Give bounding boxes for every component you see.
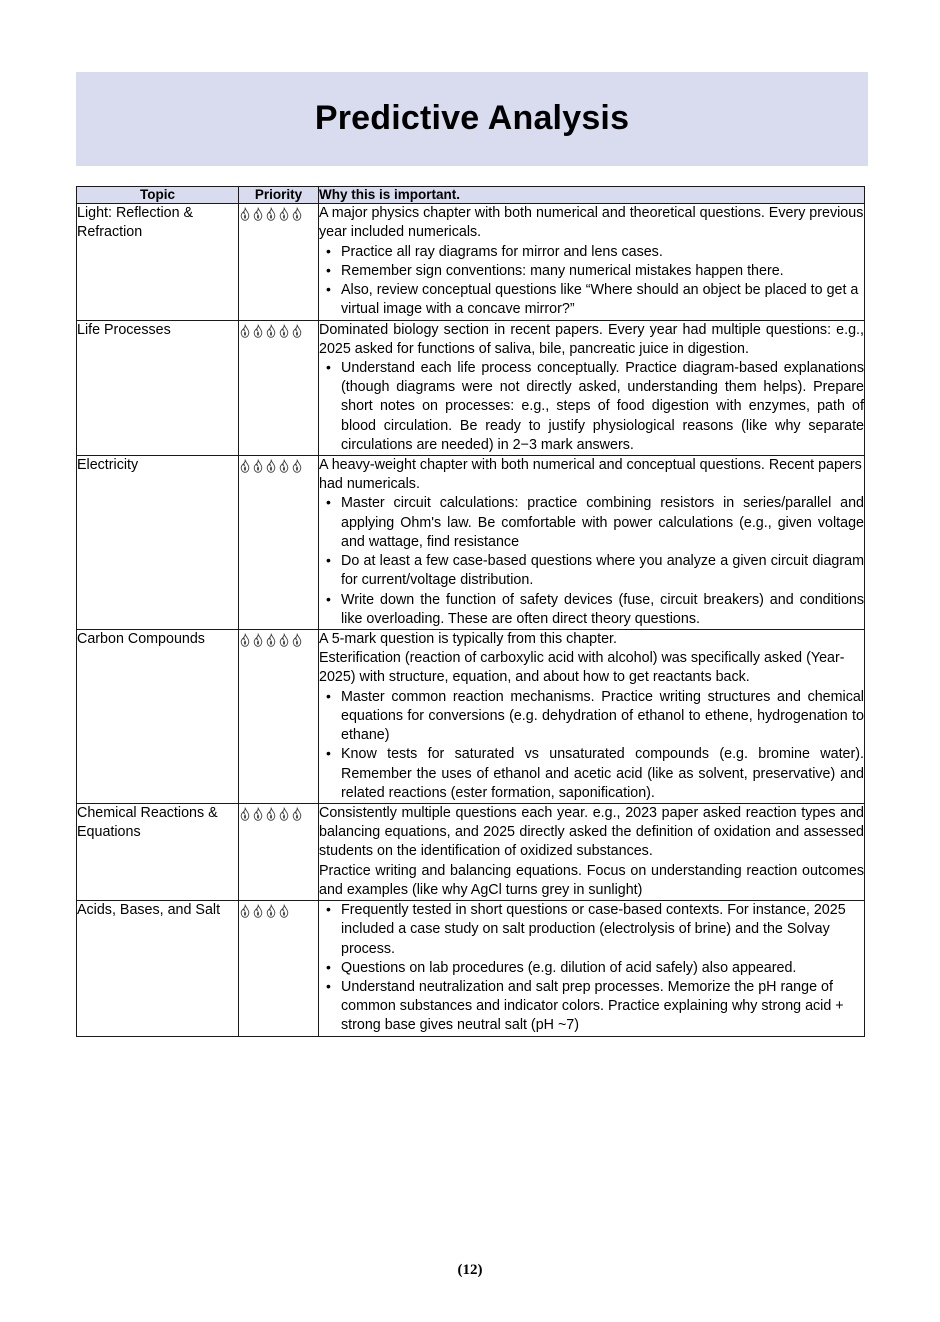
bullet-list — [319, 243, 864, 320]
flame-icon — [252, 904, 264, 918]
cell-paragraph: Consistently multiple questions each year. e.g., 2023 paper asked reaction types and balancing equations, and 2025 directly asked the definition of oxidation and assessed students on the identification of oxidized substances. — [319, 804, 864, 860]
flame-icon — [291, 459, 303, 473]
flame-icon — [239, 633, 251, 647]
cell-why — [319, 320, 865, 456]
list-item: • Frequently tested in short questions or case-based contexts. For instance, 2025 included a case study on salt production (electrolysis of brine) and the Solvay process. — [319, 901, 864, 959]
flame-icon — [239, 207, 251, 221]
list-item: • Master common reaction mechanisms. Practice writing structures and chemical equations for conversions (e.g. dehydration of ethanol to ethene, hydrogenation to ethane) — [319, 688, 864, 746]
flame-icon — [265, 633, 277, 647]
cell-why — [319, 456, 865, 630]
cell-priority — [239, 204, 319, 320]
flame-icon — [278, 633, 290, 647]
flame-icon — [278, 807, 290, 821]
flame-icon — [278, 459, 290, 473]
bullet-list — [319, 688, 864, 803]
column-header-priority: Priority — [239, 187, 319, 204]
flame-icon — [278, 207, 290, 221]
cell-paragraph: A major physics chapter with both numerical and theoretical questions. Every previous year included numericals. — [319, 205, 864, 241]
flame-icon — [265, 207, 277, 221]
list-item: • Remember sign conventions: many numerical mistakes happen there. — [319, 262, 864, 281]
cell-topic: Chemical Reactions & Equations — [77, 803, 239, 900]
bullet-list — [319, 359, 864, 455]
flame-icon — [265, 459, 277, 473]
flame-icon — [252, 633, 264, 647]
cell-why — [319, 630, 865, 804]
flame-icon — [278, 324, 290, 338]
flame-icon — [252, 324, 264, 338]
flame-icon — [291, 633, 303, 647]
cell-topic: Acids, Bases, and Salt — [77, 901, 239, 1037]
cell-priority — [239, 803, 319, 900]
cell-paragraph: A 5-mark question is typically from this chapter. — [319, 631, 617, 647]
list-item: • Questions on lab procedures (e.g. dilution of acid safely) also appeared. — [319, 959, 864, 978]
priority-flames — [239, 459, 304, 473]
cell-why — [319, 803, 865, 900]
priority-flames — [239, 633, 304, 647]
cell-topic: Light: Reflection & Refraction — [77, 204, 239, 320]
flame-icon — [265, 324, 277, 338]
list-item: • Practice all ray diagrams for mirror and lens cases. — [319, 243, 864, 262]
flame-icon — [252, 807, 264, 821]
priority-flames — [239, 324, 304, 338]
cell-why — [319, 901, 865, 1037]
flame-icon — [239, 807, 251, 821]
priority-flames — [239, 904, 291, 918]
cell-paragraph: Dominated biology section in recent papers. Every year had multiple questions: e.g., 2025 asked for functions of saliva, bile, pancreatic juice in digestion. — [319, 321, 864, 357]
table-body — [77, 204, 865, 1036]
flame-icon — [291, 207, 303, 221]
list-item: • Understand neutralization and salt prep processes. Memorize the pH range of common substances and indicator colors. Practice explaining why strong acid + strong base gives neutral salt (pH ~7) — [319, 978, 864, 1036]
table-row — [77, 630, 865, 804]
predictive-analysis-table-wrapper — [76, 186, 864, 1037]
flame-icon — [291, 324, 303, 338]
predictive-analysis-table — [76, 186, 865, 1037]
column-header-topic: Topic — [77, 187, 239, 204]
flame-icon — [252, 207, 264, 221]
cell-topic: Carbon Compounds — [77, 630, 239, 804]
list-item: • Do at least a few case-based questions where you analyze a given circuit diagram for current/voltage distribution. — [319, 552, 864, 590]
list-item: • Master circuit calculations: practice combining resistors in series/parallel and applying Ohm's law. Be comfortable with power calculations (e.g., given voltage and wattage, find resistance — [319, 494, 864, 552]
cell-priority — [239, 456, 319, 630]
table-header — [77, 187, 865, 204]
cell-topic: Life Processes — [77, 320, 239, 456]
cell-why — [319, 204, 865, 320]
list-item: • Also, review conceptual questions like “Where should an object be placed to get a virtual image with a concave mirror?” — [319, 281, 864, 319]
cell-paragraph: Practice writing and balancing equations. Focus on understanding reaction outcomes and examples (like why AgCl turns grey in sunlight) — [319, 862, 864, 898]
column-header-why: Why this is important. — [319, 187, 865, 204]
cell-priority — [239, 901, 319, 1037]
page-title-banner — [76, 72, 868, 166]
list-item: • Understand each life process conceptually. Practice diagram-based explanations (though diagrams were not directly asked, understanding them helps). Prepare short notes on processes: e.g., steps of food digestion with enzymes, path of blood circulation. Be ready to justify physiological reasons (like why separate circulations are needed) in 2−3 mark answers. — [319, 359, 864, 455]
table-row — [77, 204, 865, 320]
table-row — [77, 320, 865, 456]
list-item: • Write down the function of safety devices (fuse, circuit breakers) and conditions like overloading. These are often direct theory questions. — [319, 591, 864, 629]
flame-icon — [239, 459, 251, 473]
page-number-footer: (12) — [457, 1262, 483, 1278]
bullet-list — [319, 901, 864, 1036]
priority-flames — [239, 207, 304, 221]
flame-icon — [265, 904, 277, 918]
table-row — [77, 803, 865, 900]
flame-icon — [291, 807, 303, 821]
list-item: • Know tests for saturated vs unsaturated compounds (e.g. bromine water). Remember the uses of ethanol and acetic acid (like as solvent, preservative) and related reactions (ester formation, saponification). — [319, 745, 864, 803]
table-row — [77, 901, 865, 1037]
cell-priority — [239, 630, 319, 804]
cell-paragraph: Esterification (reaction of carboxylic acid with alcohol) was specifically asked (Year-2025) with structure, equation, and about how to get reactants back. — [319, 650, 845, 686]
flame-icon — [252, 459, 264, 473]
cell-priority — [239, 320, 319, 456]
cell-topic: Electricity — [77, 456, 239, 630]
cell-paragraph: A heavy-weight chapter with both numerical and conceptual questions. Recent papers had numericals. — [319, 457, 862, 493]
table-header-row — [77, 187, 865, 204]
table-row — [77, 456, 865, 630]
bullet-list — [319, 494, 864, 629]
flame-icon — [239, 324, 251, 338]
flame-icon — [265, 807, 277, 821]
flame-icon — [239, 904, 251, 918]
priority-flames — [239, 807, 304, 821]
page-title: Predictive Analysis — [314, 99, 630, 138]
flame-icon — [278, 904, 290, 918]
